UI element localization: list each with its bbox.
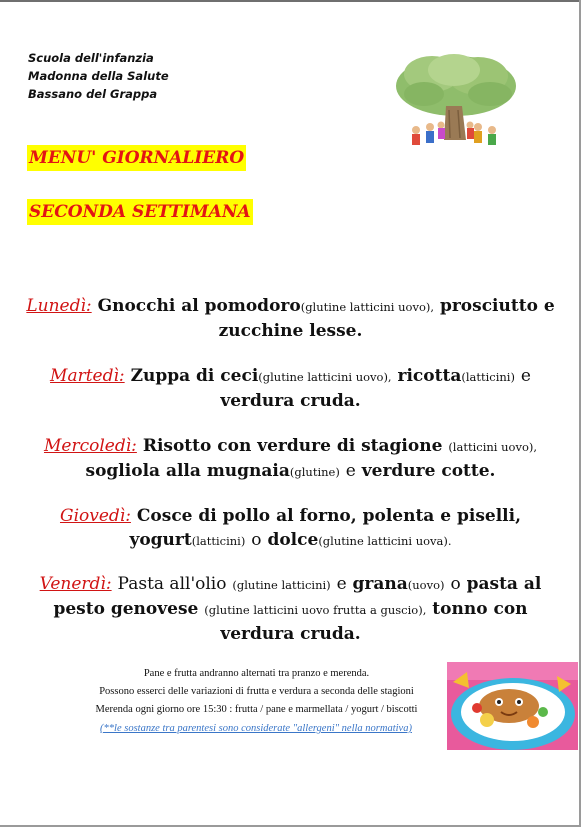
allergens: (glutine latticini uovo), [258, 370, 392, 384]
day-name-friday: Venerdì: [39, 574, 112, 594]
day-name-monday: Lunedì: [26, 296, 92, 316]
day-thursday [18, 504, 563, 553]
conjunction: e [336, 574, 347, 594]
allergens: (glutine latticini uovo), [300, 300, 435, 314]
note-snack: Merenda ogni giorno ore 15:30 : frutta / pane e marmellata / yogurt / biscotti [95, 704, 418, 715]
day-friday [18, 572, 563, 646]
school-header [28, 49, 169, 103]
note-variations: Possono esserci delle variazioni di frutta e verdura a seconda delle stagioni [99, 686, 414, 697]
week-title: SECONDA SETTIMANA [27, 199, 253, 225]
day-tuesday [18, 364, 563, 413]
dish: Zuppa di ceci [130, 366, 259, 386]
menu-title: MENU' GIORNALIERO [27, 145, 246, 171]
dish: tonno con verdura cruda. [220, 599, 528, 644]
allergens: (glutine latticini uovo frutta a guscio), [204, 603, 427, 617]
dish: dolce [267, 530, 319, 550]
dish: ricotta [397, 366, 462, 386]
allergens: (glutine latticini uova). [318, 534, 452, 548]
day-name-wednesday: Mercoledì: [43, 436, 137, 456]
day-name-thursday: Giovedì: [59, 506, 131, 526]
dish: verdura cruda. [220, 391, 361, 411]
note-allergens-link[interactable]: (**le sostanze tra parentesi sono considerate "allergeni" nella normativa) [100, 723, 412, 734]
dish: Cosce di pollo al forno, polenta e piselli, yogurt [129, 506, 522, 550]
conjunction: e [345, 461, 356, 481]
note-bread-fruit: Pane e frutta andranno alternati tra pranzo e merenda. [143, 668, 370, 679]
allergens: (latticini) [461, 370, 515, 384]
school-name-line: Scuola dell'infanzia [28, 51, 154, 65]
dish: verdure cotte. [361, 461, 496, 481]
dish: Pasta all'olio [117, 574, 227, 594]
conjunction: o [251, 530, 262, 550]
day-monday [18, 294, 563, 343]
school-parish-line: Madonna della Salute [28, 69, 169, 83]
dish: prosciutto e zucchine lesse. [218, 296, 555, 341]
dish: Risotto con verdure di stagione [142, 436, 443, 456]
school-city-line: Bassano del Grappa [28, 87, 158, 101]
allergens: (uovo) [407, 578, 445, 592]
dish: pasta al pesto genovese [53, 574, 542, 619]
dish: sogliola alla mugnaia [85, 461, 290, 481]
allergens: (glutine latticini) [232, 578, 331, 592]
allergens: (glutine) [289, 465, 340, 479]
conjunction: o [450, 574, 461, 594]
day-name-tuesday: Martedì: [50, 366, 125, 386]
allergens: (latticini uovo), [448, 440, 538, 454]
food-plate-photo [447, 662, 578, 750]
conjunction: e [520, 366, 531, 386]
day-wednesday [18, 434, 563, 484]
allergens: (latticini) [191, 534, 246, 548]
tree-illustration [394, 48, 519, 153]
dish: grana [352, 574, 408, 594]
dish: Gnocchi al pomodoro [97, 296, 301, 316]
